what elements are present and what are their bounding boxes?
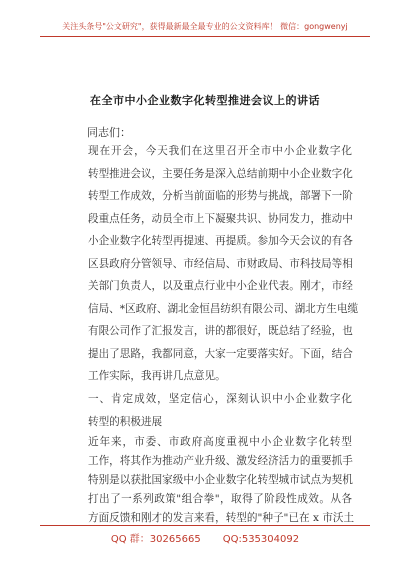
header-divider — [40, 36, 370, 37]
text-line: 信局、*区政府、湖北金恒昌纺织有限公司、湖北方生电缆 — [88, 302, 359, 315]
text-line: 近年来，市委、市政府高度重视中小企业数字化转型 — [88, 436, 352, 448]
text-line: 小企业数字化转型再提速、再提质。参加今天会议的有各 — [88, 235, 353, 247]
text-line: 区县政府分管领导、市经信局、市财政局、市科技局等相 — [88, 257, 353, 270]
text-line: 提出了思路，我都同意，大家一定要落实好。下面，结合 — [88, 347, 353, 360]
text-line: 有限公司作了汇报发言，讲的都很好，既总结了经验，也 — [88, 325, 353, 337]
header-banner: 关注头条号"公文研究"，获得最新最全最专业的公文资料库！ 微信：gongwenyj — [62, 22, 348, 31]
text-line: 方面反馈和刚才的发言来看，转型的"种子"已在 x 市沃土 — [88, 512, 355, 524]
text-line: 段重点任务，动员全市上下凝聚共识、协同发力，推动中 — [88, 212, 353, 225]
text-line: 转型推进会议，主要任务是深入总结前期中小企业数字化 — [88, 167, 353, 180]
text-line: 转型工作成效，分析当前面临的形势与挑战，部署下一阶 — [88, 190, 353, 202]
paragraph-1 — [88, 140, 359, 388]
qq-group-label: QQ 群：30265665 — [110, 534, 201, 545]
salutation: 同志们： — [87, 126, 131, 139]
footer — [40, 530, 370, 545]
text-line: 一、肯定成效，坚定信心，深刻认识中小企业数字化 — [88, 393, 352, 405]
text-line: 特别是以获批国家级中小企业数字化转型城市试点为契机 — [88, 474, 353, 486]
document-title: 在全市中小企业数字化转型推进会议上的讲话 — [90, 94, 320, 107]
qq-label: QQ:535304092 — [222, 534, 300, 545]
text-line: 工作实际，我再讲几点意见。 — [88, 370, 226, 382]
text-line: 现在开会，今天我们在这里召开全市中小企业数字化 — [88, 145, 352, 157]
section-1-heading — [88, 388, 352, 433]
text-line: 打出了一系列政策"组合拳"，取得了阶段性成效。从各 — [88, 493, 352, 505]
text-line: 工作，将其作为推动产业升级、激发经济活力的重要抓手 — [88, 455, 353, 467]
paragraph-2 — [88, 433, 355, 528]
footer-divider — [40, 525, 370, 526]
text-line: 转型的积极进展 — [88, 415, 163, 428]
text-line: 关部门负责人，以及重点行业中小企业代表。刚才，市经 — [88, 280, 353, 292]
